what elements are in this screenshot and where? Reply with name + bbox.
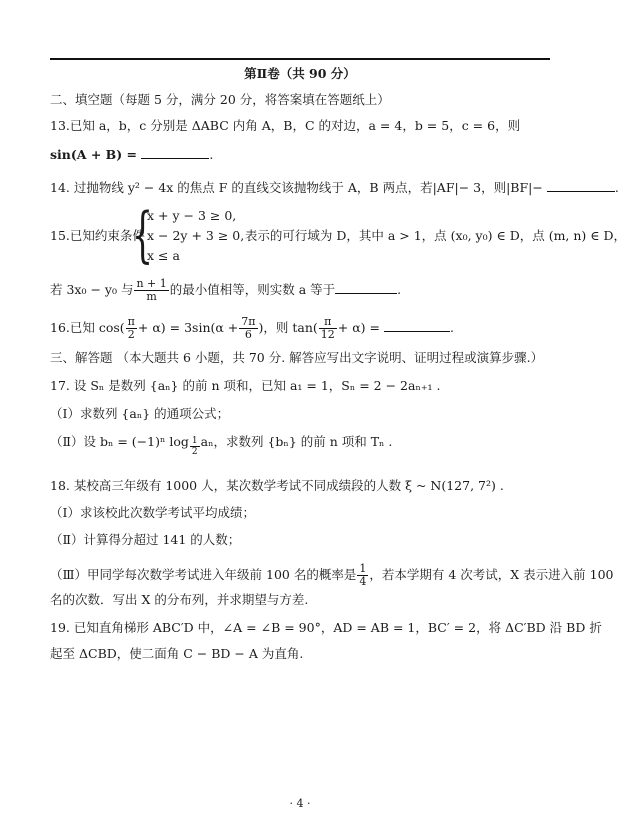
fraction-numerator: 1 xyxy=(359,562,367,575)
constraint-1: x + y − 3 ≥ 0, xyxy=(147,208,237,223)
fraction-numerator: 7π xyxy=(241,315,256,328)
fraction-denominator: m xyxy=(146,290,157,303)
fraction-numerator: 1 xyxy=(191,436,198,446)
question-18-part-3-a: （Ⅲ）甲同学每次数学考试进入年级前 100 名的概率是 xyxy=(50,567,357,582)
question-13-line-1: 13.已知 a，b，c 分别是 ΔABC 内角 A，B，C 的对边，a = 4，b = 5，c = 6，则 xyxy=(50,118,521,133)
constraint-brace: { xyxy=(132,200,154,270)
question-15-prefix: 15.已知约束条件 xyxy=(50,228,145,243)
question-19-line-2: 起至 ΔCBD，使二面角 C − BD − A 为直角. xyxy=(50,646,304,661)
fraction-pi-over-2 xyxy=(126,316,137,341)
constraint-2: x − 2y + 3 ≥ 0, xyxy=(147,228,245,243)
question-16-part-a: 16.已知 cos( xyxy=(50,320,125,335)
constraint-3: x ≤ a xyxy=(147,248,180,263)
question-18-part-3-b: ，若本学期有 4 次考试，X 表示进入前 100 xyxy=(369,567,614,582)
question-15-line-1 xyxy=(50,228,626,244)
question-18-stem: 18. 某校高三年级有 1000 人，某次数学考试不同成绩段的人数 ξ ~ N(127, 7²) . xyxy=(50,478,504,493)
fraction-numerator: π xyxy=(319,316,337,329)
question-17-part-2 xyxy=(50,434,560,457)
answer-blank-15 xyxy=(335,281,397,294)
section-solution-heading: 三、解答题 （本大题共 6 小题，共 70 分. 解答应写出文字说明、证明过程或演算步骤.） xyxy=(50,350,544,365)
top-rule xyxy=(50,58,550,60)
question-18-part-2: （Ⅱ）计算得分超过 141 的人数； xyxy=(50,532,241,547)
answer-blank-16 xyxy=(384,319,450,332)
fraction-numerator: π xyxy=(127,315,135,328)
fraction-denominator: 2 xyxy=(191,447,198,457)
question-13-expression: sin(A + B) = xyxy=(50,147,142,162)
fraction-n1-over-m xyxy=(134,278,168,303)
question-14: 14. 过抛物线 y² − 4x 的焦点 F 的直线交该抛物线于 A，B 两点，若|AF|− 3，则|BF|− . xyxy=(50,180,619,195)
question-18-part-3 xyxy=(50,562,614,588)
question-15-suffix: 表示的可行域为 D，其中 a > 1，点 (x₀, y₀) ∈ D，点 (m, n) ∈ D， xyxy=(244,228,626,243)
fraction-one-quarter xyxy=(357,563,368,588)
question-14-text: 14. 过抛物线 y² − 4x 的焦点 F 的直线交该抛物线于 A，B 两点，若|AF|− 3，则|BF|− xyxy=(50,180,547,195)
fraction-denominator: 6 xyxy=(244,328,252,341)
question-18-part-1: （Ⅰ）求该校此次数学考试平均成绩； xyxy=(50,505,255,520)
question-17-part-2-a: （Ⅱ）设 bₙ = (−1)ⁿ log xyxy=(50,434,189,449)
fraction-numerator: n + 1 xyxy=(136,277,167,290)
question-15-line-2-b: 的最小值相等，则实数 a 等于 xyxy=(169,282,336,297)
page-number: · 4 · xyxy=(289,797,311,810)
answer-blank-14 xyxy=(547,179,615,192)
section-fill-blank-heading: 二、填空题（每题 5 分，满分 20 分，将答案填在答题纸上） xyxy=(50,92,390,107)
question-15-line-2-a: 若 3x₀ − y₀ 与 xyxy=(50,282,134,297)
question-16-part-b: + α) = 3sin(α + xyxy=(137,320,239,335)
question-18-part-3-line-2: 名的次数．写出 X 的分布列，并求期望与方差. xyxy=(50,592,309,607)
question-16: 16.已知 cos( $\frac{\pi}{2}$ + α) = 3sin(α + $\frac{7\pi}{6}$ )，则 tan( $\frac{\pi}{12}$ + α) = . xyxy=(50,315,454,341)
question-13-line-2: sin(A + B) = . xyxy=(50,147,214,162)
answer-blank-13 xyxy=(141,146,209,159)
question-16-part-c: )，则 tan( xyxy=(258,320,318,335)
fraction-7pi-over-6 xyxy=(239,316,257,341)
question-17-stem: 17. 设 Sₙ 是数列 {aₙ} 的前 n 项和，已知 a₁ = 1，Sₙ = 2 − 2aₙ₊₁ . xyxy=(50,378,441,393)
question-17-part-2-b: aₙ，求数列 {bₙ} 的前 n 项和 Tₙ . xyxy=(200,434,393,449)
question-16-part-d: + α) = xyxy=(337,320,384,335)
question-19-line-1: 19. 已知直角梯形 ABC′D 中，∠A = ∠B = 90°，AD = AB = 1，BC′ = 2，将 ΔC′BD 沿 BD 折 xyxy=(50,620,602,635)
fraction-denominator: 2 xyxy=(127,328,135,341)
fraction-denominator: 12 xyxy=(320,328,335,341)
fraction-denominator: 4 xyxy=(359,575,367,588)
fraction-pi-over-12 xyxy=(319,316,337,341)
question-15-line-2: 若 3x₀ − y₀ 与 $\frac{n + 1}{m}$ 的最小值相等，则实数 a 等于 . xyxy=(50,277,402,303)
part-title: 第Ⅱ卷（共 90 分） xyxy=(244,66,356,81)
question-17-part-1: （Ⅰ）求数列 {aₙ} 的通项公式； xyxy=(50,406,230,421)
log-base-half xyxy=(190,436,200,457)
